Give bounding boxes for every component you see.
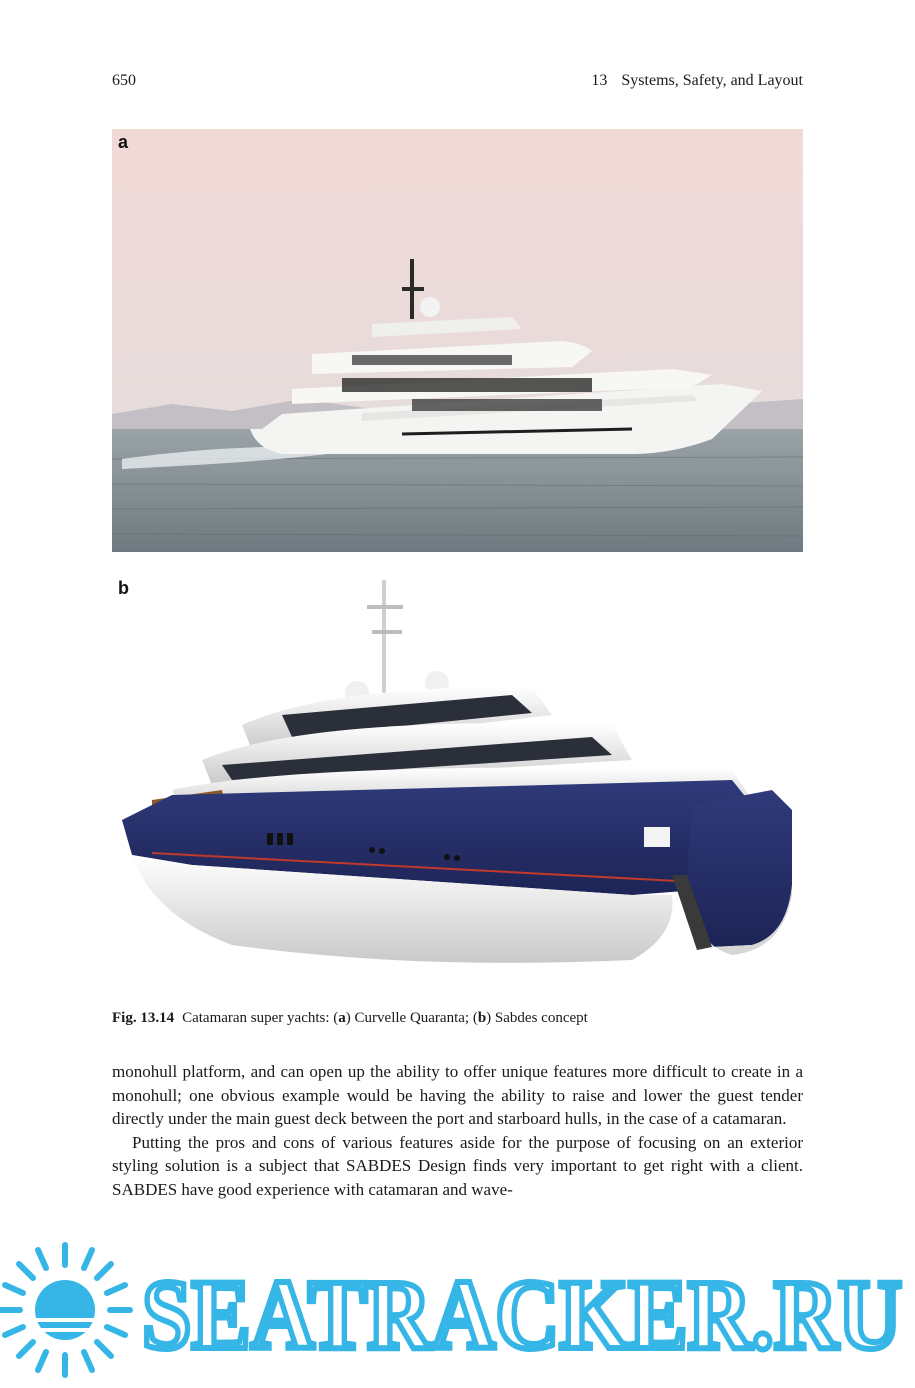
- panel-label-a: a: [118, 132, 129, 152]
- panel-label-b: b: [118, 578, 129, 598]
- chapter-title: Systems, Safety, and Layout: [621, 72, 803, 89]
- body-text: [112, 1060, 803, 1201]
- render-sabdes-concept: [112, 575, 803, 985]
- page-number: 650: [112, 72, 136, 89]
- chapter-number: 13: [591, 72, 608, 89]
- chapter-heading: [591, 72, 803, 90]
- figure-caption: [112, 1010, 803, 1027]
- caption-lead: Catamaran super yachts: (: [182, 1010, 339, 1026]
- running-header: [112, 72, 803, 90]
- paragraph-2: Putting the pros and cons of various features aside for the purpose of focusing on an exterior styling solution is a subject that SABDES Design finds very important to get right with a client. SABDES have good experience with catamaran and wave-: [112, 1132, 803, 1199]
- photo-curvelle-quaranta: [112, 129, 803, 552]
- caption-end: ) Sabdes concept: [486, 1010, 588, 1026]
- caption-ref-b: b: [477, 1010, 487, 1026]
- paragraph-1: monohull platform, and can open up the ability to offer unique features more difficult to create in a monohull; one obvious example would be having the ability to raise and lower the guest tender directly under the main guest deck between the port and starboard hulls, in the case of a catamaran.: [112, 1062, 803, 1128]
- caption-ref-a: a: [338, 1010, 346, 1026]
- seatracker-watermark: [0, 1240, 915, 1380]
- watermark-text: SEATRACKER.RU: [142, 1259, 902, 1370]
- figure-number: Fig. 13.14: [112, 1010, 175, 1026]
- sun-logo-icon: [0, 1245, 130, 1375]
- caption-mid: ) Curvelle Quaranta; (: [345, 1010, 478, 1026]
